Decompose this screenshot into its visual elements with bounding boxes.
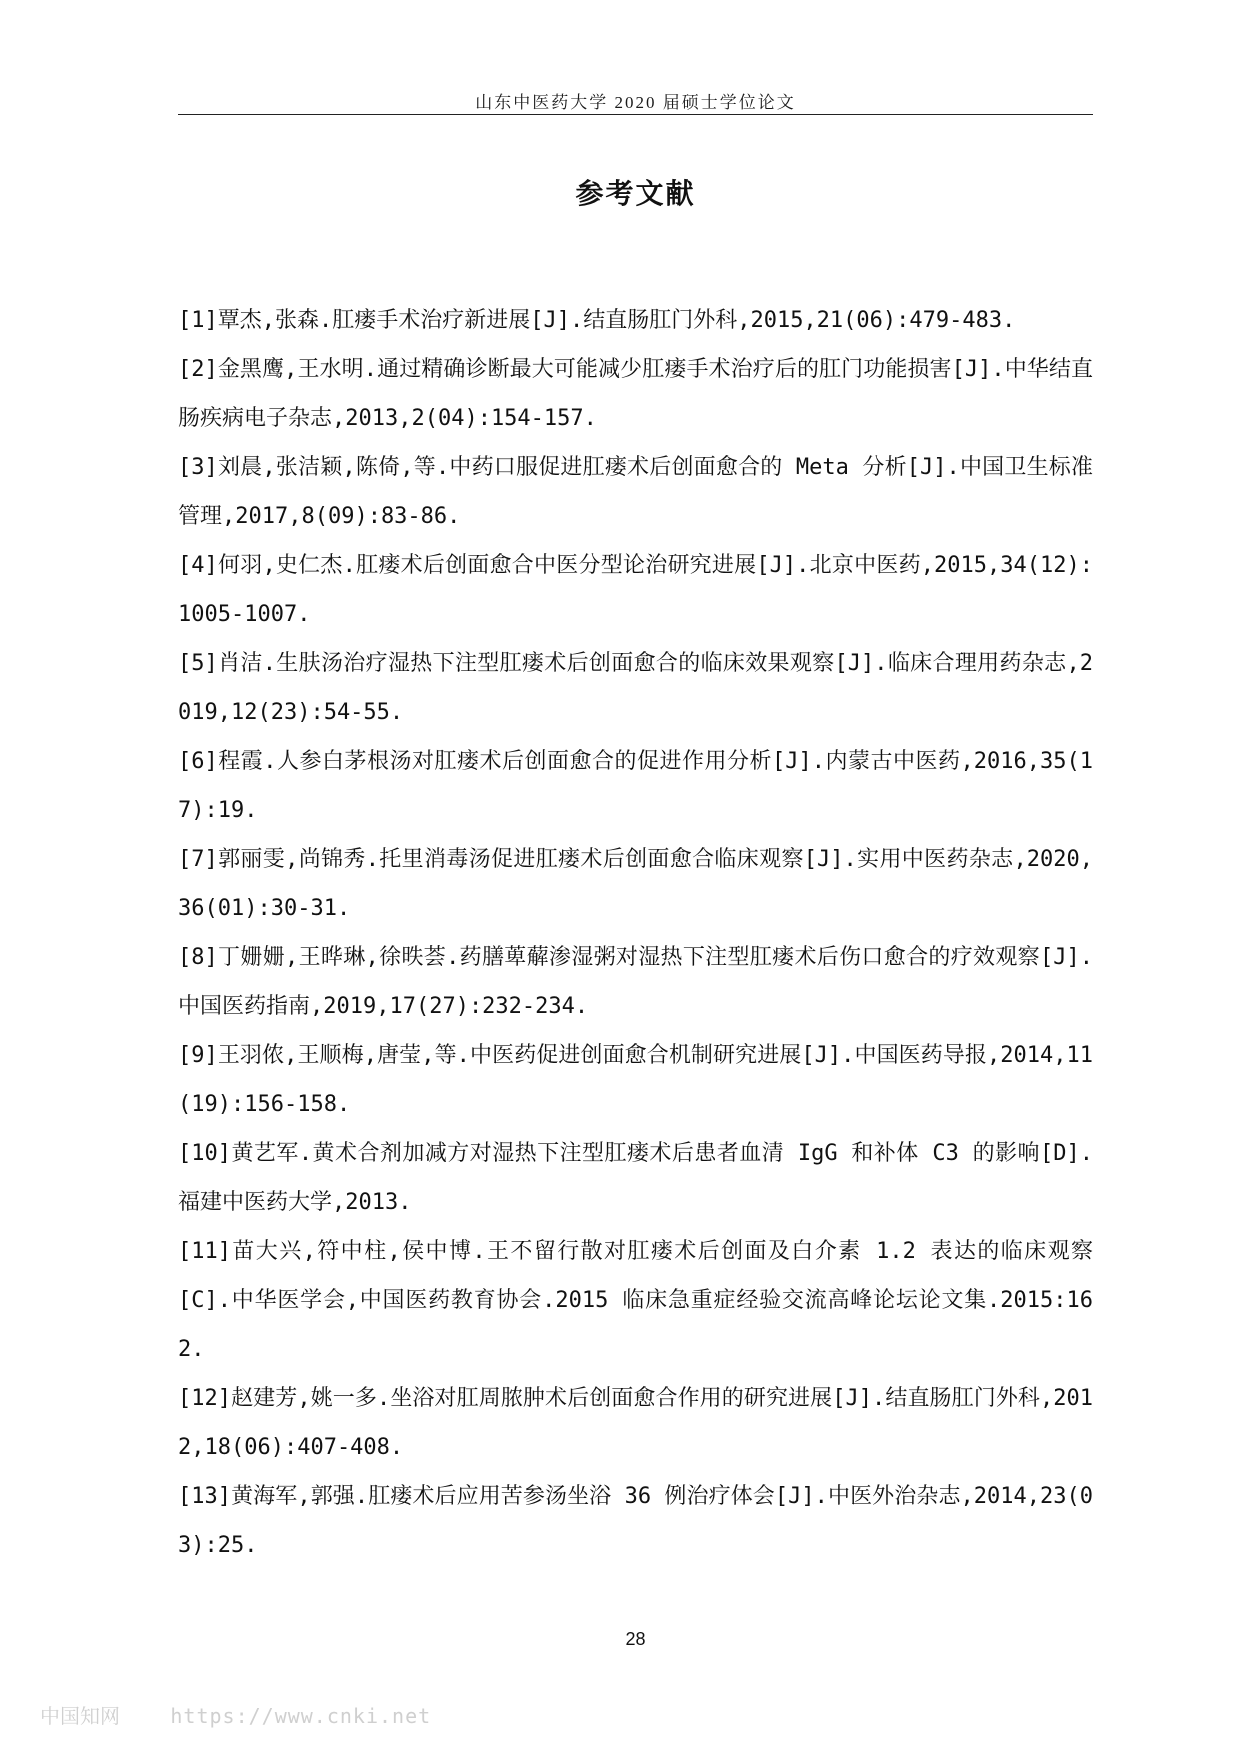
watermark-url: https://www.cnki.net: [170, 1704, 432, 1728]
reference-item: [10]黄艺军.黄术合剂加减方对湿热下注型肛瘘术后患者血清 IgG 和补体 C3 的影响[D].福建中医药大学,2013.: [178, 1141, 1093, 1215]
reference-list: [178, 296, 1093, 1570]
reference-item: [5]肖洁.生肤汤治疗湿热下注型肛瘘术后创面愈合的临床效果观察[J].临床合理用药杂志,2019,12(23):54-55.: [178, 651, 1093, 725]
reference-item: [4]何羽,史仁杰.肛瘘术后创面愈合中医分型论治研究进展[J].北京中医药,2015,34(12):1005-1007.: [178, 553, 1093, 627]
watermark: [40, 1700, 431, 1729]
watermark-brand: 中国知网: [40, 1704, 120, 1728]
reference-item: [3]刘晨,张洁颖,陈倚,等.中药口服促进肛瘘术后创面愈合的 Meta 分析[J].中国卫生标准管理,2017,8(09):83-86.: [178, 455, 1093, 529]
header-rule: [178, 114, 1093, 115]
reference-item: [11]苗大兴,符中柱,侯中博.王不留行散对肛瘘术后创面及白介素 1.2 表达的临床观察[C].中华医学会,中国医药教育协会.2015 临床急重症经验交流高峰论坛论文集.2015:162.: [178, 1239, 1093, 1362]
reference-item: [2]金黑鹰,王水明.通过精确诊断最大可能减少肛瘘手术治疗后的肛门功能损害[J].中华结直肠疾病电子杂志,2013,2(04):154-157.: [178, 357, 1093, 431]
page-number: 28: [625, 1629, 646, 1649]
running-header: 山东中医药大学 2020 届硕士学位论文: [475, 93, 796, 112]
reference-item: [9]王羽侬,王顺梅,唐莹,等.中医药促进创面愈合机制研究进展[J].中国医药导报,2014,11(19):156-158.: [178, 1043, 1093, 1117]
reference-item: [8]丁姗姗,王晔琳,徐昳荟.药膳萆薢渗湿粥对湿热下注型肛瘘术后伤口愈合的疗效观察[J].中国医药指南,2019,17(27):232-234.: [178, 945, 1093, 1019]
reference-item: [7]郭丽雯,尚锦秀.托里消毒汤促进肛瘘术后创面愈合临床观察[J].实用中医药杂志,2020,36(01):30-31.: [178, 847, 1093, 921]
reference-item: [1]覃杰,张森.肛瘘手术治疗新进展[J].结直肠肛门外科,2015,21(06):479-483.: [178, 308, 1016, 333]
page-title: 参考文献: [575, 177, 696, 210]
reference-item: [13]黄海军,郭强.肛瘘术后应用苦参汤坐浴 36 例治疗体会[J].中医外治杂志,2014,23(03):25.: [178, 1484, 1093, 1558]
reference-item: [6]程霞.人参白茅根汤对肛瘘术后创面愈合的促进作用分析[J].内蒙古中医药,2016,35(17):19.: [178, 749, 1093, 823]
reference-item: [12]赵建芳,姚一多.坐浴对肛周脓肿术后创面愈合作用的研究进展[J].结直肠肛门外科,2012,18(06):407-408.: [178, 1386, 1093, 1460]
